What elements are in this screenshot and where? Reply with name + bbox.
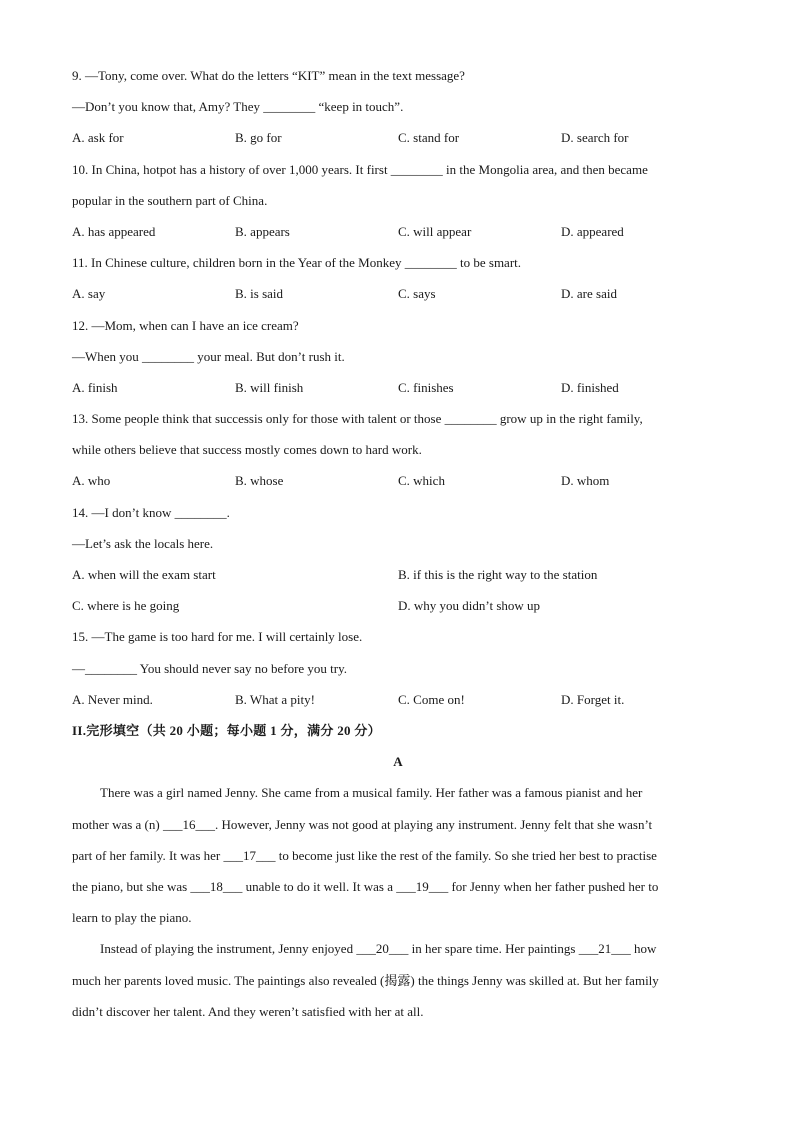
question-text-line: —________ You should never say no before you try. <box>72 660 348 676</box>
passage-line: There was a girl named Jenny. She came from a musical family. Her father was a famous pianist and her <box>100 785 643 801</box>
answer-option: D. finished <box>561 379 619 395</box>
answer-option: B. if this is the right way to the station <box>398 567 598 582</box>
section-heading: II.完形填空（共 20 小题；每小题 1 分，满分 20 分） <box>72 722 381 738</box>
answer-option: D. why you didn’t show up <box>398 598 541 614</box>
answer-option: B. appears <box>235 223 290 239</box>
answer-option: A. who <box>72 473 111 489</box>
options-row <box>72 216 724 247</box>
questions-list <box>72 60 724 715</box>
answer-option: A. Never mind. <box>72 691 153 707</box>
question-text-line: —When you ________ your meal. But don’t rush it. <box>72 348 345 364</box>
cloze-passage <box>72 777 724 1027</box>
answer-option: C. where is he going <box>72 598 180 614</box>
question-block <box>72 621 724 715</box>
answer-option: D. Forget it. <box>561 691 625 707</box>
answer-option: A. say <box>72 286 106 302</box>
question-text-line: popular in the southern part of China. <box>72 192 268 208</box>
options-row <box>72 590 724 621</box>
question-block <box>72 154 724 248</box>
question-block <box>72 403 724 497</box>
passage-line: Instead of playing the instrument, Jenny enjoyed ___20___ in her spare time. Her paintings ___21___ how <box>100 941 657 957</box>
exam-page <box>72 60 724 1027</box>
question-stem: 9. —Tony, come over. What do the letters “KIT” mean in the text message? <box>72 68 465 83</box>
answer-option: D. search for <box>561 130 629 146</box>
question-stem: 15. —The game is too hard for me. I will certainly lose. <box>72 629 363 645</box>
question-block <box>72 60 724 154</box>
question-block <box>72 497 724 622</box>
answer-option: A. finish <box>72 379 118 395</box>
passage-line: learn to play the piano. <box>72 910 192 926</box>
question-stem: 13. Some people think that successis only for those with talent or those ________ grow up in the right family, <box>72 411 643 427</box>
answer-option: B. whose <box>235 473 284 489</box>
question-stem: 14. —I don’t know ________. <box>72 504 230 520</box>
question-stem: 12. —Mom, when can I have an ice cream? <box>72 317 299 333</box>
answer-option: C. says <box>398 286 436 302</box>
passage-line: much her parents loved music. The paintings also revealed (揭露) the things Jenny was skilled at. But her family <box>72 972 659 988</box>
passage-label: A <box>393 754 403 770</box>
answer-option: C. stand for <box>398 130 460 146</box>
passage-line: the piano, but she was ___18___ unable to do it well. It was a ___19___ for Jenny when her father pushed her to <box>72 878 659 894</box>
answer-option: D. whom <box>561 473 610 489</box>
options-row <box>72 559 724 590</box>
options-row <box>72 684 724 715</box>
answer-option: A. ask for <box>72 130 124 146</box>
question-text-line: while others believe that success mostly comes down to hard work. <box>72 442 422 458</box>
question-stem: 11. In Chinese culture, children born in the Year of the Monkey ________ to be smart. <box>72 255 522 271</box>
answer-option: D. are said <box>561 286 617 302</box>
answer-option: C. which <box>398 473 445 489</box>
answer-option: C. will appear <box>398 223 472 239</box>
answer-option: C. finishes <box>398 379 454 395</box>
question-text-line: —Let’s ask the locals here. <box>72 535 214 551</box>
options-row <box>72 465 724 496</box>
passage-line: mother was a (n) ___16___. However, Jenny was not good at playing any instrument. Jenny felt that she wasn’t <box>72 816 653 832</box>
answer-option: B. go for <box>235 130 282 146</box>
answer-option: B. is said <box>235 286 284 302</box>
question-stem: 10. In China, hotpot has a history of over 1,000 years. It first ________ in the Mongolia area, and then became <box>72 161 648 177</box>
answer-option: B. What a pity! <box>235 691 315 707</box>
options-row <box>72 278 724 309</box>
answer-option: A. has appeared <box>72 223 156 239</box>
answer-option: C. Come on! <box>398 691 465 707</box>
options-row <box>72 122 724 153</box>
passage-line: didn’t discover her talent. And they weren’t satisfied with her at all. <box>72 1003 424 1019</box>
question-block <box>72 247 724 309</box>
question-text-line: —Don’t you know that, Amy? They ________ “keep in touch”. <box>72 99 404 115</box>
answer-option: B. will finish <box>235 379 304 395</box>
question-block <box>72 310 724 404</box>
options-row <box>72 372 724 403</box>
answer-option: A. when will the exam start <box>72 567 216 582</box>
passage-line: part of her family. It was her ___17___ to become just like the rest of the family. So she tried her best to practise <box>72 847 657 863</box>
answer-option: D. appeared <box>561 223 624 239</box>
